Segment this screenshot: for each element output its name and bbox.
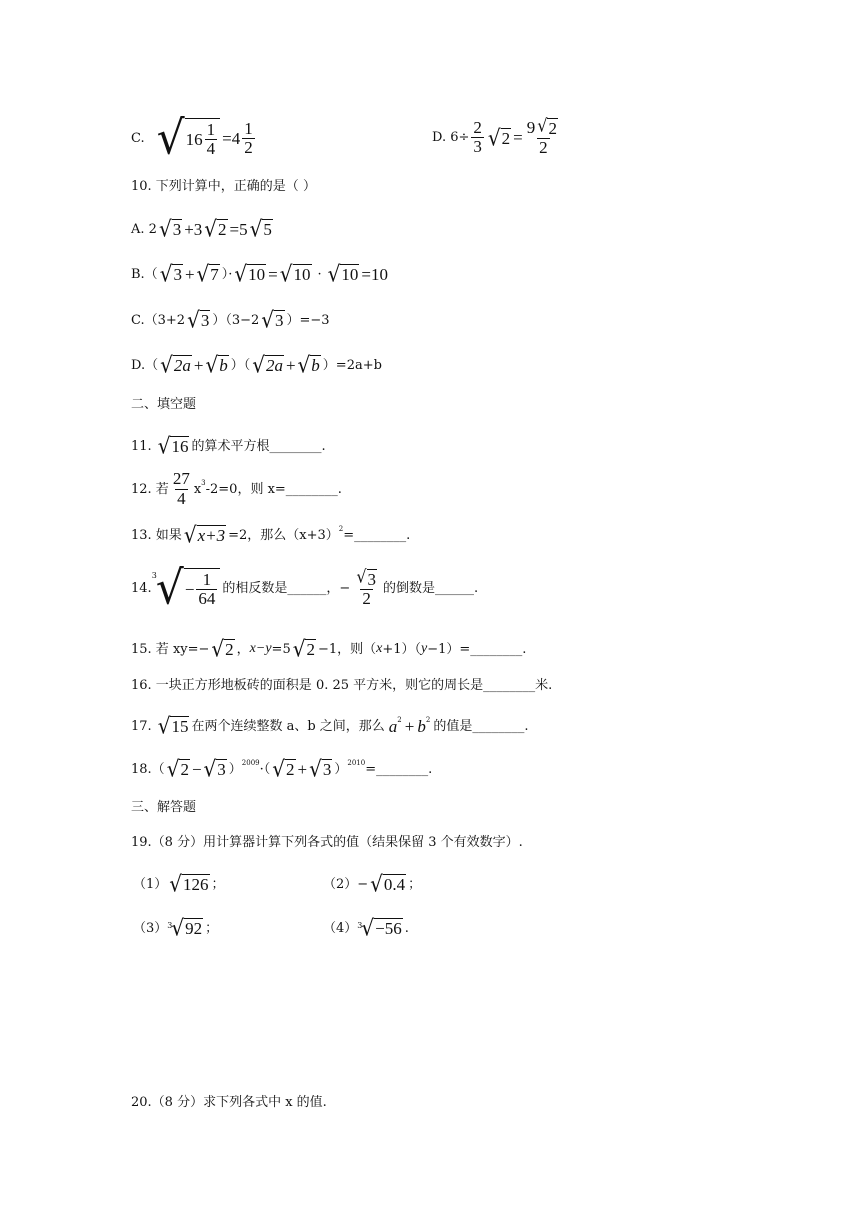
fraction: $\frac{1}{64}$ [198, 569, 216, 609]
sqrt-expression: √ 16 $\frac{1}{4}$ [157, 118, 221, 160]
q19-part-2: （2）− √ 0.4 ； [323, 870, 422, 898]
q20-stem: 20.（8 分）求下列各式中 x 的值. [131, 1095, 327, 1110]
q15: 15. 若 xy=− √ 2 ， x−y =5 √ 2 −1，则（ x +1）（ y −1）=________. [131, 635, 527, 663]
section-heading-fill-blank: 二、填空题 [131, 397, 197, 412]
q19-part-4: （4） 3 √ −56 . [323, 914, 409, 942]
q19-part-1: （1） √ 126 ； [133, 870, 225, 898]
option-label: D. 6÷ [432, 130, 470, 146]
q10-stem: 10. 下列计算中，正确的是（ ） [131, 179, 316, 194]
section-heading-solutions: 三、解答题 [131, 800, 197, 815]
q17: 17. √ 15 在两个连续整数 a、b 之间，那么 a 2 + b 2 的值是________. [131, 712, 529, 740]
q13: 13. 如果 √ x+3 =2，那么（x+3） 2 =________. [131, 521, 411, 549]
q10-option-d: D.（ √ 2a + √ b ）（ √ 2a + √ b ）=2a+b [131, 351, 382, 379]
fraction: 9 √ 2 2 [526, 114, 557, 157]
fraction: √ 3 2 [356, 565, 377, 608]
q16: 16. 一块正方形地板砖的面积是 0. 25 平方米，则它的周长是________米. [131, 678, 553, 693]
fraction: $\frac{1}{2}$ [244, 118, 253, 158]
q11: 11. √ 16 的算术平方根________. [131, 432, 326, 460]
fraction: $\frac{27}{4}$ [172, 469, 190, 508]
q19-stem: 19.（8 分）用计算器计算下列各式的值（结果保留 3 个有效数字）. [131, 835, 523, 850]
sqrt-expression: √ 2 [487, 124, 511, 151]
cube-root-expression: √ − $\frac{1}{64}$ [156, 568, 221, 610]
sqrt-expression: √ 2 [537, 114, 557, 138]
option-label: C. [131, 131, 145, 147]
fraction: $\frac{1}{4}$ [206, 119, 216, 159]
q9-option-d: D. 6÷ $\frac{2}{3}$ √ 2 = 9 √ 2 2 [432, 118, 564, 158]
q12: 12. 若 $\frac{27}{4}$ x 3 -2=0，则 x=________. [131, 469, 342, 508]
q10-option-b: B.（ √ 3 + √ 7 ）· √ 10 = √ 10 · √ 10 =10 [131, 260, 388, 288]
q19-part-3: （3） 3 √ 92 ； [133, 914, 219, 942]
fraction: $\frac{2}{3}$ [473, 117, 482, 157]
q9-option-c: C. √ 16 $\frac{1}{4}$ =4 $\frac{1}{2}$ [131, 111, 253, 166]
q10-option-c: C.（3+2 √ 3 ）（3−2 √ 3 ）=−3 [131, 306, 330, 334]
q14: 14. 3 √ − $\frac{1}{64}$ 的相反数是______，− √ 3 2 的倒数是______. [131, 561, 479, 616]
q18: 18.（ √ 2 − √ 3 ） 2009 ·（ √ 2 + √ 3 ） 2010 =________. [131, 755, 433, 783]
q10-option-a: A. 2 √ 3 +3 √ 2 =5 √ 5 [131, 215, 272, 243]
